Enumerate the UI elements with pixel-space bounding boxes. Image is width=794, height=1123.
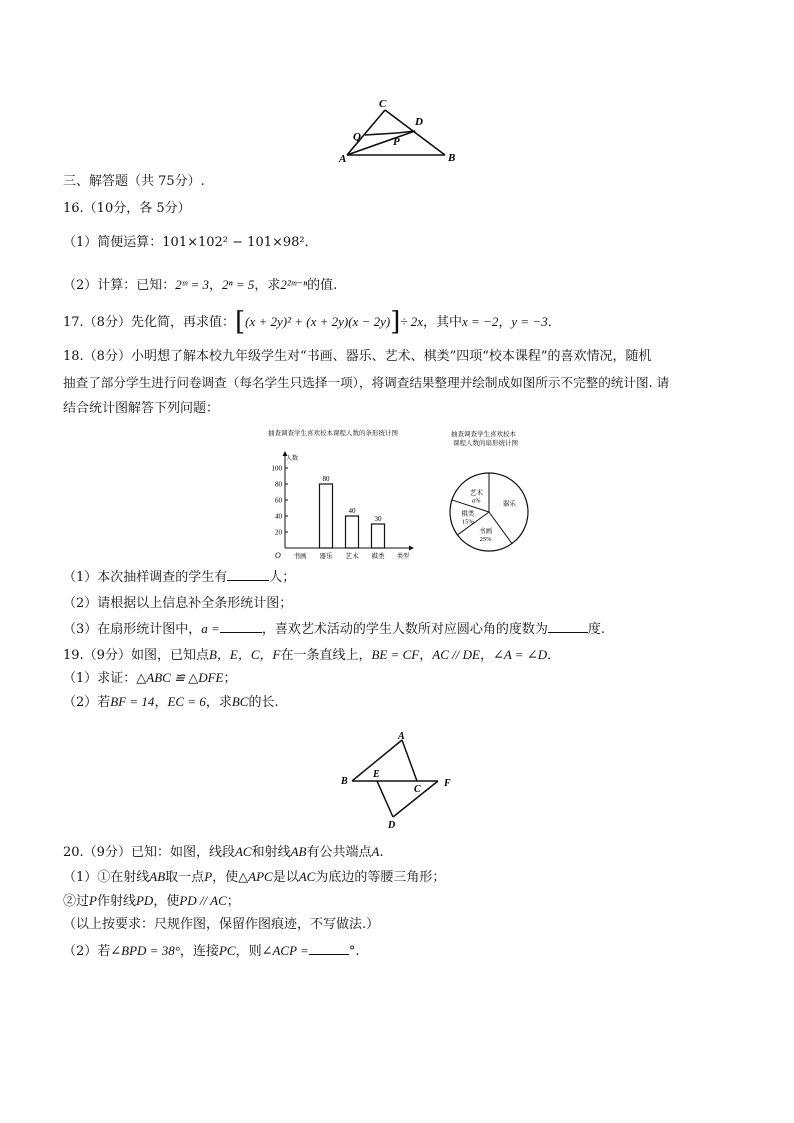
label-b: B [341,776,348,787]
q16-part1-expression: 101×102² − 101×98² [162,235,305,250]
q20-answer-blank[interactable] [309,954,349,955]
bar-chart [263,428,423,562]
slice-value: 15% [461,518,474,526]
pie-chart-svg [447,428,535,558]
label-d: D [415,116,423,128]
data-label: 40 [348,507,356,515]
bar-chart-svg [263,428,423,562]
q18-answer-blank-2[interactable] [220,632,262,633]
q18-line1: 18.（8分）小明想了解本校九年级学生对“书画、器乐、艺术、棋类”四项“校本课程”的喜欢情况，随机 [63,349,652,364]
slice-label: 艺术 [469,489,483,497]
q20-part1: （1）①在射线AB取一点P，使△APC是以AC为底边的等腰三角形； [63,869,446,885]
label-b: B [448,152,456,164]
x-axis-arrow [409,546,414,551]
y-tick-label: 60 [275,496,282,505]
x-tick-label: 棋类 [371,553,385,560]
q18-part3: （3）在扇形统计图中，a = ，喜欢艺术活动的学生人数所对应圆心角的度数为 度. [63,621,605,637]
q16-part1: （1）简便运算：101×102² − 101×98²． [63,235,318,250]
origin-label: O [275,551,281,560]
q17: 17.（8分）先化简，再求值：[(x + 2y)² + (x + 2y)(x − 2y)]÷ 2x，其中x = −2，y = −3． [63,307,561,337]
q20-part2: （2）若∠BPD = 38°，连接PC，则∠ACP = °. [63,943,360,959]
data-label: 80 [322,475,330,483]
y-tick-label: 80 [275,480,282,489]
q16-heading: 16.（10分，各 5分） [63,201,191,216]
q19-part2: （2）若BF = 14，EC = 6，求BC的长. [63,694,279,710]
q18-part1: （1）本次抽样调查的学生有 人； [63,570,296,585]
q18-answer-blank-1[interactable] [227,580,269,581]
q20-heading: 20.（9分）已知：如图，线段AC和射线AB有公共端点A. [63,844,384,860]
pie-chart-title-line1: 抽查调查学生喜欢校本 [451,430,516,438]
bar-chart-title: 抽查调查学生喜欢校本课程人数的条形统计图 [268,429,398,437]
label-p: P [393,136,400,148]
bar-艺术 [346,516,359,548]
slice-label: 书画 [479,528,493,536]
label-e: E [373,769,380,780]
pie-chart-title-line2: 课程人数的扇形统计图 [453,439,518,447]
q19-heading: 19.（9分）如图，已知点B，E，C，F在一条直线上，BE = CF，AC // DE，∠A = ∠D． [63,647,561,663]
y-tick-label: 40 [275,512,282,521]
label-a: A [398,731,405,742]
q18-line3: 结合统计图解答下列问题： [63,401,220,416]
q18-part2: （2）请根据以上信息补全条形统计图； [63,596,293,611]
figure-triangle-abc [335,95,465,165]
label-a: A [339,153,347,165]
x-tick-label: 器乐 [319,553,333,560]
q20-part1b: ②过P作射线PD，使PD // AC； [63,893,240,909]
q16-part2: （2）计算：已知：2ᵐ = 3，2ⁿ = 5，求2²ᵐ⁻ⁿ的值. [63,277,338,293]
bar-器乐 [320,484,333,548]
bar-棋类 [372,524,385,548]
y-tick-label: 20 [275,528,282,537]
q17-expression: (x + 2y)² + (x + 2y)(x − 2y) [245,314,391,329]
slice-label: 器乐 [502,500,516,508]
pie-chart [447,428,535,558]
figure-q19 [338,728,463,830]
x-tick-label: 书画 [293,553,307,560]
data-label: 30 [374,515,382,523]
q19-part1: （1）求证：△ABC ≌ △DFE； [63,670,237,686]
x-axis-label: 类型 [397,554,410,560]
label-d: D [388,820,396,830]
q20-note: （以上按要求：尺规作图，保留作图痕迹，不写做法.） [63,917,380,932]
label-c: C [414,784,421,795]
q18-line2: 抽查了部分学生进行问卷调查（每名学生只选择一项），将调查结果整理并绘制成如图所示不完整的统计图. 请 [63,375,670,390]
label-c: C [379,98,387,110]
label-q: Q [353,131,361,143]
y-tick-label: 100 [271,464,282,473]
q18-answer-blank-3[interactable] [548,632,588,633]
label-f: F [444,778,451,789]
slice-label: 棋类 [461,510,475,518]
slice-value: 25% [479,536,492,544]
x-tick-label: 艺术 [345,553,359,560]
section-heading: 三、解答题（共 75分）. [63,174,205,189]
slice-value: a% [472,497,481,505]
y-axis-label: 人数 [286,456,299,462]
